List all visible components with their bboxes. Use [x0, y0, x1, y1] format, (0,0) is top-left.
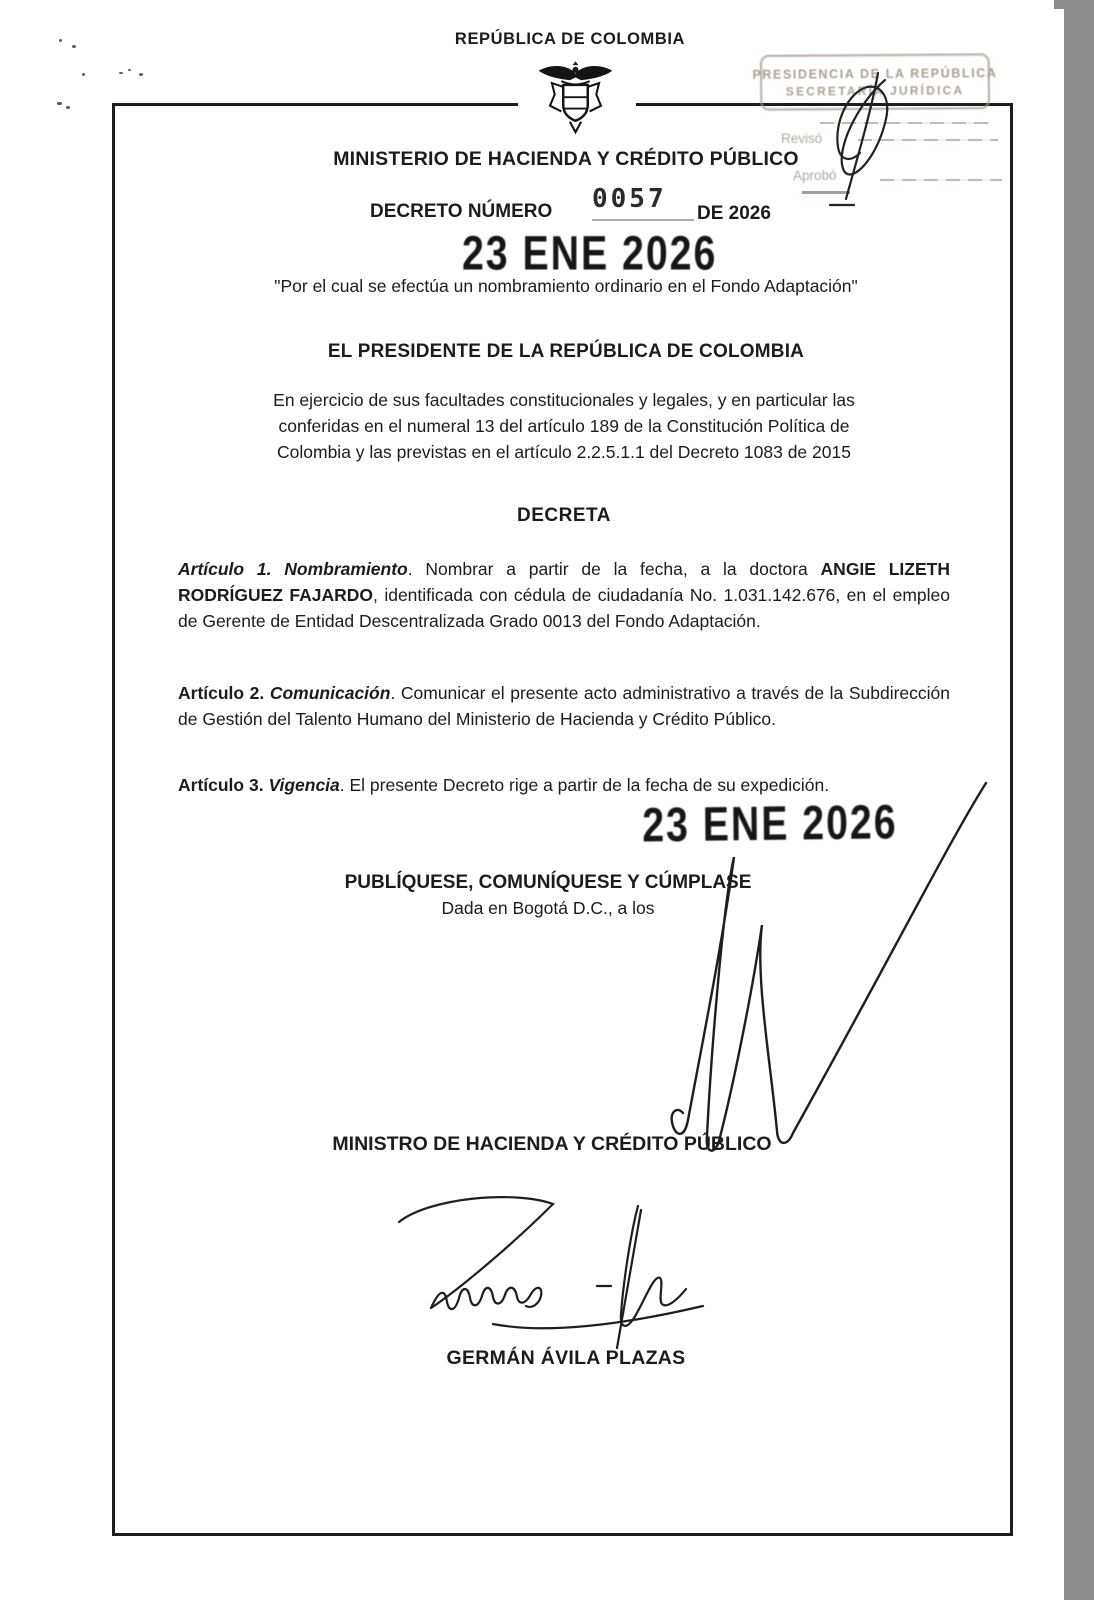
article-1-appointee-name: ANGIE LIZETH RODRÍGUEZ FAJARDO — [178, 559, 950, 605]
given-at-line: Dada en Bogotá D.C., a los — [441, 898, 655, 918]
reviso-label: Revisó — [781, 131, 823, 146]
article-2-text: . Comunicar el presente acto administrativo a través de la Subdirección de Gestión del Talento Humano del Ministerio de Hacienda y Crédito Público. — [178, 683, 950, 729]
decree-number-value: 0057 — [592, 184, 667, 214]
minister-name: GERMÁN ÁVILA PLAZAS — [446, 1347, 686, 1369]
article-2-label: Artículo 2. — [178, 683, 265, 703]
article-3-text: . El presente Decreto rige a partir de la fecha de su expedición. — [339, 775, 830, 795]
article-2-title: Comunicación — [269, 683, 391, 703]
article-3-label: Artículo 3. — [178, 775, 264, 795]
minister-signature — [385, 1190, 715, 1355]
aprobo-label: Aprobó — [792, 167, 837, 184]
minister-title: MINISTRO DE HACIENDA Y CRÉDITO PÚBLICO — [332, 1133, 772, 1155]
reviewer-initials-signature — [790, 65, 910, 215]
article-1-text-2: , identificada con cédula de ciudadanía No. 1.031.142.676, en el empleo de Gerente de Entidad Descentralizada Grado 0013 del Fondo Adaptación. — [178, 585, 950, 631]
date-stamp-bottom: 23 ENE 2026 — [642, 794, 898, 853]
date-stamp-top: 23 ENE 2026 — [462, 226, 718, 281]
decree-number-underline — [592, 219, 694, 221]
article-1-text: . Nombrar a partir de la fecha, a la doctora — [407, 559, 821, 579]
presidency-stamp-line1: PRESIDENCIA DE LA REPÚBLICA — [752, 65, 998, 82]
scan-edge-strip — [1064, 0, 1094, 1600]
republic-heading: REPÚBLICA DE COLOMBIA — [454, 30, 686, 48]
decree-year: DE 2026 — [697, 203, 771, 224]
president-signature — [655, 765, 1000, 1160]
article-3-title: Vigencia — [268, 775, 340, 795]
colombia-coat-of-arms-icon — [533, 60, 618, 142]
powers-paragraph — [273, 387, 855, 465]
publish-line: PUBLÍQUESE, COMUNÍQUESE Y CÚMPLASE — [344, 872, 752, 893]
powers-line-3: Colombia y las previstas en el artículo 2.2.5.1.1 del Decreto 1083 de 2015 — [277, 442, 851, 462]
powers-line-2: conferidas en el numeral 13 del artículo 189 de la Constitución Política de — [278, 416, 850, 436]
article-2 — [178, 680, 950, 732]
powers-line-1: En ejercicio de sus facultades constitucionales y legales, y en particular las — [273, 390, 855, 410]
presidency-stamp-line2: SECRETARÍA JURÍDICA — [785, 82, 965, 99]
president-heading: EL PRESIDENTE DE LA REPÚBLICA DE COLOMBIA — [327, 341, 805, 362]
decree-subject: "Por el cual se efectúa un nombramiento ordinario en el Fondo Adaptación" — [274, 276, 858, 296]
article-1 — [178, 556, 950, 634]
scan-edge-notch — [1054, 0, 1094, 9]
article-1-label: Artículo 1. Nombramiento — [178, 559, 408, 579]
decreta-heading: DECRETA — [517, 505, 611, 526]
ministry-heading: MINISTERIO DE HACIENDA Y CRÉDITO PÚBLICO — [333, 148, 799, 170]
decree-number-label: DECRETO NÚMERO — [370, 201, 553, 222]
